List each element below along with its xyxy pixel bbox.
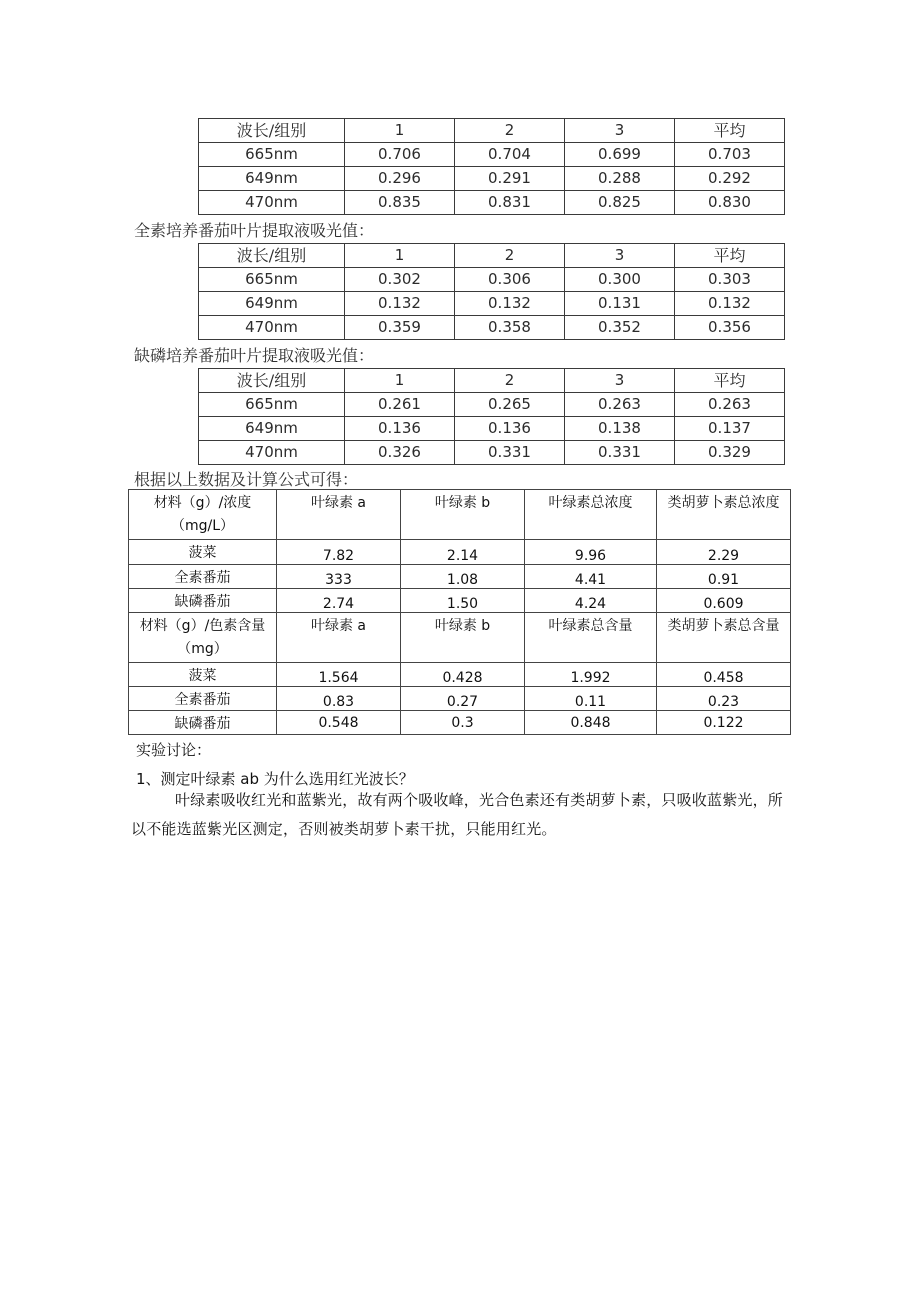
- header-cell: 2: [455, 244, 565, 268]
- header-cell: 1: [345, 244, 455, 268]
- table-cell: 0.356: [675, 316, 785, 340]
- table-cell: 菠菜: [129, 663, 277, 687]
- table-cell: 0.359: [345, 316, 455, 340]
- table-row: [199, 143, 785, 167]
- table-row: [199, 417, 785, 441]
- table-cell: 0.263: [565, 393, 675, 417]
- table-cell: 0.136: [345, 417, 455, 441]
- caption-phosphorus-deficient-tomato: 缺磷培养番茄叶片提取液吸光值：: [134, 346, 375, 365]
- table-cell: 0.825: [565, 191, 675, 215]
- table-cell: 0.265: [455, 393, 565, 417]
- table-cell: 0.138: [565, 417, 675, 441]
- header-cell: 叶绿素 b: [401, 490, 525, 540]
- table-row: [199, 167, 785, 191]
- table-row: [129, 540, 791, 565]
- table-row: [129, 565, 791, 589]
- header-cell: 类胡萝卜素总含量: [657, 613, 791, 663]
- absorbance-table-spinach: [198, 118, 785, 215]
- table-cell: 333: [277, 565, 401, 589]
- table-cell: 665nm: [199, 268, 345, 292]
- table-row: [129, 711, 791, 735]
- table-row: [199, 292, 785, 316]
- table-cell: 0.352: [565, 316, 675, 340]
- table-cell: 1.564: [277, 663, 401, 687]
- table-header-row: [199, 369, 785, 393]
- caption-full-nutrient-tomato: 全素培养番茄叶片提取液吸光值：: [134, 221, 375, 240]
- header-cell: 平均: [675, 244, 785, 268]
- table-cell: 缺磷番茄: [129, 589, 277, 613]
- table-cell: 0.263: [675, 393, 785, 417]
- table-cell: 0.331: [565, 441, 675, 465]
- header-cell: 1: [345, 119, 455, 143]
- header-cell: 2: [455, 119, 565, 143]
- table-cell: 0.835: [345, 191, 455, 215]
- table-row: [199, 268, 785, 292]
- absorbance-table-full-nutrient: [198, 243, 785, 340]
- table-row: [199, 393, 785, 417]
- table-cell: 0.300: [565, 268, 675, 292]
- table-cell: 0.306: [455, 268, 565, 292]
- table-cell: 0.131: [565, 292, 675, 316]
- header-cell: 平均: [675, 119, 785, 143]
- header-cell: 波长/组别: [199, 119, 345, 143]
- table-header-row: [199, 119, 785, 143]
- table-cell: 7.82: [277, 540, 401, 565]
- table-cell: 2.14: [401, 540, 525, 565]
- header-cell: 3: [565, 119, 675, 143]
- absorbance-table-phosphorus-deficient: [198, 368, 785, 465]
- header-cell: 叶绿素 a: [277, 490, 401, 540]
- table-cell: 649nm: [199, 167, 345, 191]
- table-cell: 470nm: [199, 441, 345, 465]
- table-cell: 4.24: [525, 589, 657, 613]
- table-header-row: [129, 490, 791, 540]
- table-row: [199, 441, 785, 465]
- table-cell: 665nm: [199, 143, 345, 167]
- table-cell: 菠菜: [129, 540, 277, 565]
- table-cell: 0.848: [525, 711, 657, 735]
- table-row: [129, 663, 791, 687]
- table-cell: 0.23: [657, 687, 791, 711]
- table-cell: 0.329: [675, 441, 785, 465]
- header-cell: 3: [565, 369, 675, 393]
- table-cell: 0.548: [277, 711, 401, 735]
- header-cell: 波长/组别: [199, 369, 345, 393]
- table-cell: 0.292: [675, 167, 785, 191]
- table-cell: 全素番茄: [129, 565, 277, 589]
- header-cell: 叶绿素 b: [401, 613, 525, 663]
- table-cell: 0.296: [345, 167, 455, 191]
- table-cell: 0.122: [657, 711, 791, 735]
- table-cell: 0.358: [455, 316, 565, 340]
- header-cell: 平均: [675, 369, 785, 393]
- table-header-row: [199, 244, 785, 268]
- table-row: [129, 687, 791, 711]
- header-cell: 叶绿素 a: [277, 613, 401, 663]
- pigment-results-table: [128, 489, 791, 735]
- table-cell: 665nm: [199, 393, 345, 417]
- table-cell: 0.261: [345, 393, 455, 417]
- table-cell: 0.703: [675, 143, 785, 167]
- table-row: [129, 589, 791, 613]
- table-cell: 0.137: [675, 417, 785, 441]
- table-cell: 649nm: [199, 292, 345, 316]
- header-cell: 波长/组别: [199, 244, 345, 268]
- table-cell: 9.96: [525, 540, 657, 565]
- table-cell: 0.3: [401, 711, 525, 735]
- table-cell: 全素番茄: [129, 687, 277, 711]
- table-cell: 1.50: [401, 589, 525, 613]
- table-cell: 4.41: [525, 565, 657, 589]
- table-cell: 2.74: [277, 589, 401, 613]
- table-cell: 0.303: [675, 268, 785, 292]
- table-cell: 0.609: [657, 589, 791, 613]
- header-cell: 2: [455, 369, 565, 393]
- table-cell: 0.91: [657, 565, 791, 589]
- table-cell: 0.11: [525, 687, 657, 711]
- table-cell: 0.428: [401, 663, 525, 687]
- table-cell: 0.291: [455, 167, 565, 191]
- discussion-question: 1、测定叶绿素 ab 为什么选用红光波长？: [136, 770, 414, 788]
- table-cell: 0.699: [565, 143, 675, 167]
- caption-calculated-results: 根据以上数据及计算公式可得：: [134, 470, 359, 489]
- table-header-row: [129, 613, 791, 663]
- table-cell: 470nm: [199, 316, 345, 340]
- table-cell: 0.288: [565, 167, 675, 191]
- table-cell: 0.831: [455, 191, 565, 215]
- discussion-heading: 实验讨论：: [136, 741, 212, 759]
- table-cell: 缺磷番茄: [129, 711, 277, 735]
- table-cell: 0.331: [455, 441, 565, 465]
- table-cell: 2.29: [657, 540, 791, 565]
- table-cell: 0.132: [455, 292, 565, 316]
- table-cell: 0.704: [455, 143, 565, 167]
- table-cell: 649nm: [199, 417, 345, 441]
- header-cell: 1: [345, 369, 455, 393]
- table-cell: 0.83: [277, 687, 401, 711]
- header-cell: 材料（g）/色素含量（mg）: [129, 613, 277, 663]
- table-cell: 0.706: [345, 143, 455, 167]
- table-cell: 470nm: [199, 191, 345, 215]
- header-cell: 叶绿素总含量: [525, 613, 657, 663]
- discussion-answer: 叶绿素吸收红光和蓝紫光，故有两个吸收峰，光合色素还有类胡萝卜素，只吸收蓝紫光，所以不能选蓝紫光区测定，否则被类胡萝卜素干扰，只能用红光。: [131, 791, 784, 838]
- table-cell: 0.326: [345, 441, 455, 465]
- table-cell: 0.27: [401, 687, 525, 711]
- table-cell: 0.136: [455, 417, 565, 441]
- header-cell: 3: [565, 244, 675, 268]
- table-row: [199, 316, 785, 340]
- table-cell: 0.458: [657, 663, 791, 687]
- header-cell: 类胡萝卜素总浓度: [657, 490, 791, 540]
- table-cell: 0.132: [675, 292, 785, 316]
- table-cell: 1.08: [401, 565, 525, 589]
- header-cell: 材料（g）/浓度（mg/L）: [129, 490, 277, 540]
- table-row: [199, 191, 785, 215]
- table-cell: 0.830: [675, 191, 785, 215]
- header-cell: 叶绿素总浓度: [525, 490, 657, 540]
- table-cell: 0.132: [345, 292, 455, 316]
- table-cell: 1.992: [525, 663, 657, 687]
- table-cell: 0.302: [345, 268, 455, 292]
